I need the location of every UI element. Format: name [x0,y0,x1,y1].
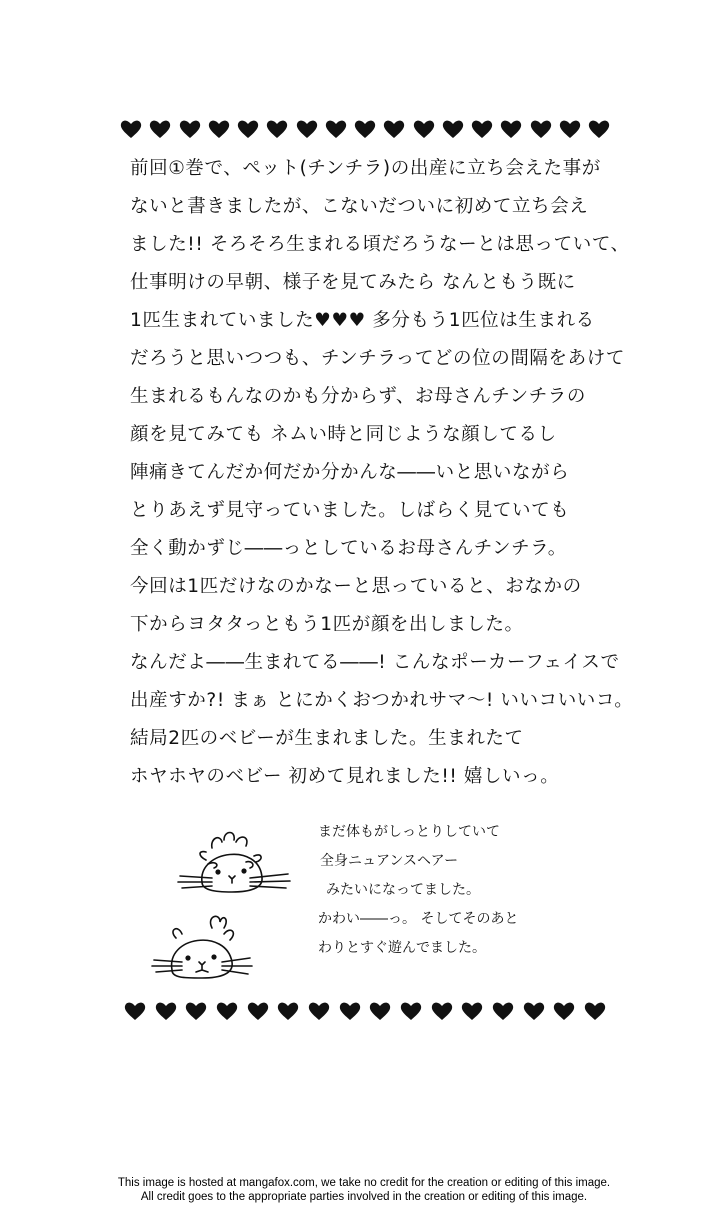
chinchilla-baby-icon [152,916,252,978]
heart-icon [120,119,142,139]
heart-icon [155,1001,177,1021]
heart-icon [400,1001,422,1021]
body-line: ホヤホヤのベビー 初めて見れました!! 嬉しいっ。 [130,766,560,787]
body-line: 仕事明けの早朝、様子を見てみたら なんともう既に [130,272,576,293]
heart-icon [185,1001,207,1021]
body-line: 陣痛きてんだか何だか分かんな――いと思いながら [130,462,570,483]
body-line: 顔を見てみても ネムい時と同じような顔してるし [130,424,557,445]
caption-line: わりとすぐ遊んでました。 [318,940,486,956]
body-line: なんだよ――生まれてる――! こんなポーカーフェイスで [130,652,620,673]
heart-icon [208,119,230,139]
caption-line: かわい――っ。 そしてそのあと [318,911,519,927]
heart-icon [523,1001,545,1021]
heart-icon [530,119,552,139]
heart-icon [461,1001,483,1021]
heart-icon [354,119,376,139]
heart-icon [383,119,405,139]
heart-icon [277,1001,299,1021]
chinchilla-baby-icon [178,833,290,893]
caption-line: まだ体もがしっとりしていて [318,824,500,840]
body-line: とりあえず見守っていました。しばらく見ていても [130,500,570,521]
heart-icon [413,119,435,139]
body-line: 下からヨタタっともう1匹が顔を出しました。 [130,614,524,635]
heart-icon [553,1001,575,1021]
hosting-credit-footer [0,1176,728,1204]
heart-icon [266,119,288,139]
caption-line: 全身ニュアンスヘアー [320,853,459,869]
heart-icon [471,119,493,139]
body-line: ないと書きましたが、こないだついに初めて立ち会え [130,196,589,217]
heart-icon [339,1001,361,1021]
body-line: 生まれるもんなのかも分からず、お母さんチンチラの [130,386,586,407]
body-text [130,150,650,796]
heart-border-top [120,114,610,144]
heart-icon [500,119,522,139]
heart-icon [149,119,171,139]
body-line: 出産すか?! まぁ とにかくおつかれサマ〜! いいコいいコ。 [130,690,634,711]
heart-icon [588,119,610,139]
chinchilla-babies-illustration [150,820,300,990]
heart-icon [559,119,581,139]
footer-line: This image is hosted at mangafox.com, we take no credit for the creation or editing of this image. [117,1177,611,1189]
body-line: 今回は1匹だけなのかなーと思っていると、おなかの [130,576,582,597]
body-line: だろうと思いつつも、チンチラってどの位の間隔をあけて [130,348,625,369]
heart-icon [237,119,259,139]
body-line: 結局2匹のベビーが生まれました。生まれたて [130,728,524,749]
heart-icon [124,1001,146,1021]
heart-icon [492,1001,514,1021]
illustration-caption [318,818,618,963]
body-line: 前回①巻で、ペット(チンチラ)の出産に立ち会えた事が [130,158,601,179]
heart-icon [308,1001,330,1021]
heart-icon [296,119,318,139]
body-line: 全く動かずじ――っとしているお母さんチンチラ。 [130,538,567,559]
heart-icon [442,119,464,139]
caption-line: みたいになってました。 [326,882,480,898]
body-line: 1匹生まれていました♥♥♥ 多分もう1匹位は生まれる [130,310,595,331]
heart-icon [247,1001,269,1021]
heart-icon [369,1001,391,1021]
heart-icon [179,119,201,139]
heart-icon [325,119,347,139]
heart-icon [216,1001,238,1021]
heart-icon [431,1001,453,1021]
heart-border-bottom [124,996,606,1026]
body-line: ました!! そろそろ生まれる頃だろうなーとは思っていて、 [130,234,630,255]
heart-icon [584,1001,606,1021]
footer-line: All credit goes to the appropriate parties involved in the creation or editing of this image. [140,1191,588,1203]
